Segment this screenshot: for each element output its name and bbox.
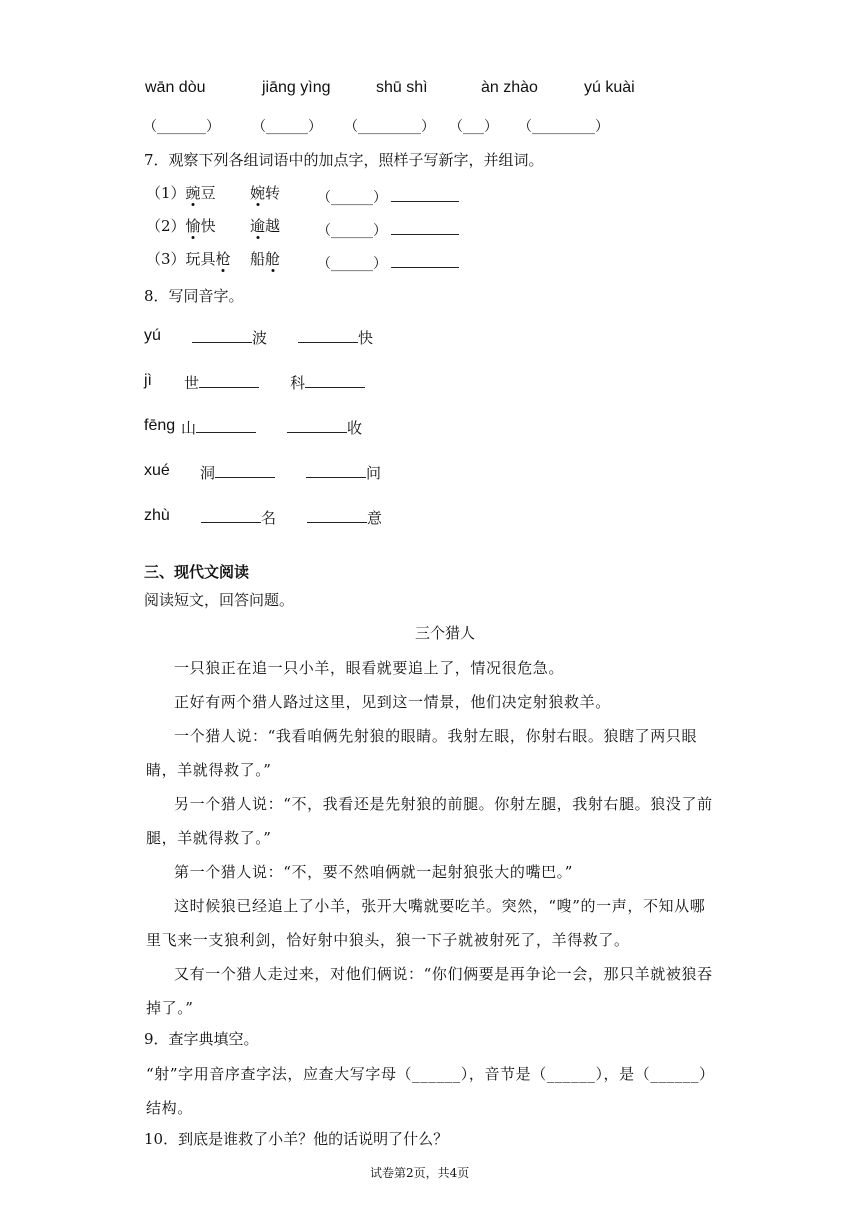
reading-instruction: 阅读短文，回答问题。 xyxy=(144,591,295,609)
page-footer: 试卷第2页，共4页 xyxy=(370,1166,470,1180)
q7-row-2-word2: 逾越 xyxy=(250,217,281,235)
q8-pinyin-1: yú xyxy=(144,327,161,344)
q7-row-1: （1）豌豆 xyxy=(146,184,216,202)
pinyin-1: wān dòu xyxy=(145,79,206,96)
question-8-title: 8．写同音字。 xyxy=(144,287,244,305)
answer-line[interactable] xyxy=(391,253,459,268)
question-10-title: 10．到底是谁救了小羊？他的话说明了什么？ xyxy=(144,1130,449,1148)
q7-row-3: （3）玩具枪 xyxy=(146,250,231,268)
q8-row-4: 洞 xyxy=(200,463,275,481)
answer-line[interactable] xyxy=(307,508,367,523)
answer-blank-4[interactable]: （___） xyxy=(449,119,498,135)
pinyin-4: àn zhào xyxy=(481,79,538,96)
story-paragraph-3: 一个猎人说：“我看咱俩先射狼的眼睛。我射左眼，你射右眼。狼瞎了两只眼睛，羊就得救了。” xyxy=(146,727,698,779)
q7-row-1-blank[interactable]: （______） xyxy=(317,187,459,205)
pinyin-3: shū shì xyxy=(376,79,428,96)
q7-row-3-blank[interactable]: （______） xyxy=(317,253,459,271)
pinyin-5: yú kuài xyxy=(584,79,635,96)
question-9-title: 9．查字典填空。 xyxy=(144,1030,259,1048)
answer-blank-5[interactable]: （_________） xyxy=(518,119,609,135)
q8-row-1: 波 xyxy=(192,328,267,346)
story-paragraph-5: 第一个猎人说：“不，要不然咱俩就一起射狼张大的嘴巴。” xyxy=(174,863,574,881)
answer-line[interactable] xyxy=(196,418,256,433)
answer-line[interactable] xyxy=(391,220,459,235)
answer-blank-2[interactable]: （______） xyxy=(252,119,322,135)
answer-line[interactable] xyxy=(305,373,365,388)
answer-blank-1[interactable]: （_______） xyxy=(143,119,220,135)
q8-row-2b: 科 xyxy=(290,373,365,391)
q8-pinyin-2: jì xyxy=(144,372,152,389)
answer-line[interactable] xyxy=(215,463,275,478)
question-7-title: 7．观察下列各组词语中的加点字，照样子写新字，并组词。 xyxy=(144,151,544,169)
q7-row-2-blank[interactable]: （______） xyxy=(317,220,459,238)
section-heading: 三、现代文阅读 xyxy=(144,563,250,581)
q8-row-1b: 快 xyxy=(298,328,373,346)
q8-row-5: 名 xyxy=(201,508,276,526)
q7-row-num: （1） xyxy=(146,184,186,202)
q7-row-1-word2: 婉转 xyxy=(250,184,281,202)
pinyin-2: jiāng yìng xyxy=(262,79,331,96)
answer-line[interactable] xyxy=(201,508,261,523)
story-title: 三个猎人 xyxy=(415,624,476,642)
story-paragraph-1: 一只狼正在追一只小羊，眼看就要追上了，情况很危急。 xyxy=(174,659,565,677)
answer-line[interactable] xyxy=(306,463,366,478)
q7-row-2: （2）愉快 xyxy=(146,217,216,235)
question-9-text: “射”字用音序查字法，应查大写字母（______），音节是（______），是（______）结构。 xyxy=(146,1065,715,1117)
q7-row-3-word2: 船舱 xyxy=(250,250,281,268)
answer-line[interactable] xyxy=(391,187,459,202)
dotted-char: 枪 xyxy=(215,250,231,268)
story-paragraph-6: 这时候狼已经追上了小羊，张开大嘴就要吃羊。突然，“嗖”的一声，不知从哪里飞来一支狼利剑，恰好射中狼头，狼一下子就被射死了，羊得救了。 xyxy=(146,897,706,949)
q8-pinyin-4: xué xyxy=(144,462,170,479)
dotted-char: 婉 xyxy=(250,184,266,202)
dotted-char: 愉 xyxy=(185,217,201,235)
story-paragraph-2: 正好有两个猎人路过这里，见到这一情景，他们决定射狼救羊。 xyxy=(174,693,611,711)
answer-line[interactable] xyxy=(199,373,259,388)
q8-row-3: 山 xyxy=(181,418,256,436)
dotted-char: 逾 xyxy=(250,217,266,235)
story-paragraph-7: 又有一个猎人走过来，对他们俩说：“你们俩要是再争论一会，那只羊就被狼吞掉了。” xyxy=(146,965,713,1017)
answer-blank-3[interactable]: （_________） xyxy=(344,119,435,135)
answer-line[interactable] xyxy=(287,418,347,433)
q8-row-4b: 问 xyxy=(306,463,381,481)
answer-line[interactable] xyxy=(298,328,358,343)
story-paragraph-4: 另一个猎人说：“不，我看还是先射狼的前腿。你射左腿，我射右腿。狼没了前腿，羊就得救了。” xyxy=(146,795,713,847)
q8-pinyin-3: fēng xyxy=(144,417,176,434)
dotted-char: 舱 xyxy=(265,250,281,268)
answer-line[interactable] xyxy=(192,328,252,343)
q8-row-5b: 意 xyxy=(307,508,382,526)
q8-row-2: 世 xyxy=(184,373,259,391)
q8-row-3b: 收 xyxy=(287,418,362,436)
q8-pinyin-5: zhù xyxy=(144,507,170,524)
dotted-char: 豌 xyxy=(185,184,201,202)
